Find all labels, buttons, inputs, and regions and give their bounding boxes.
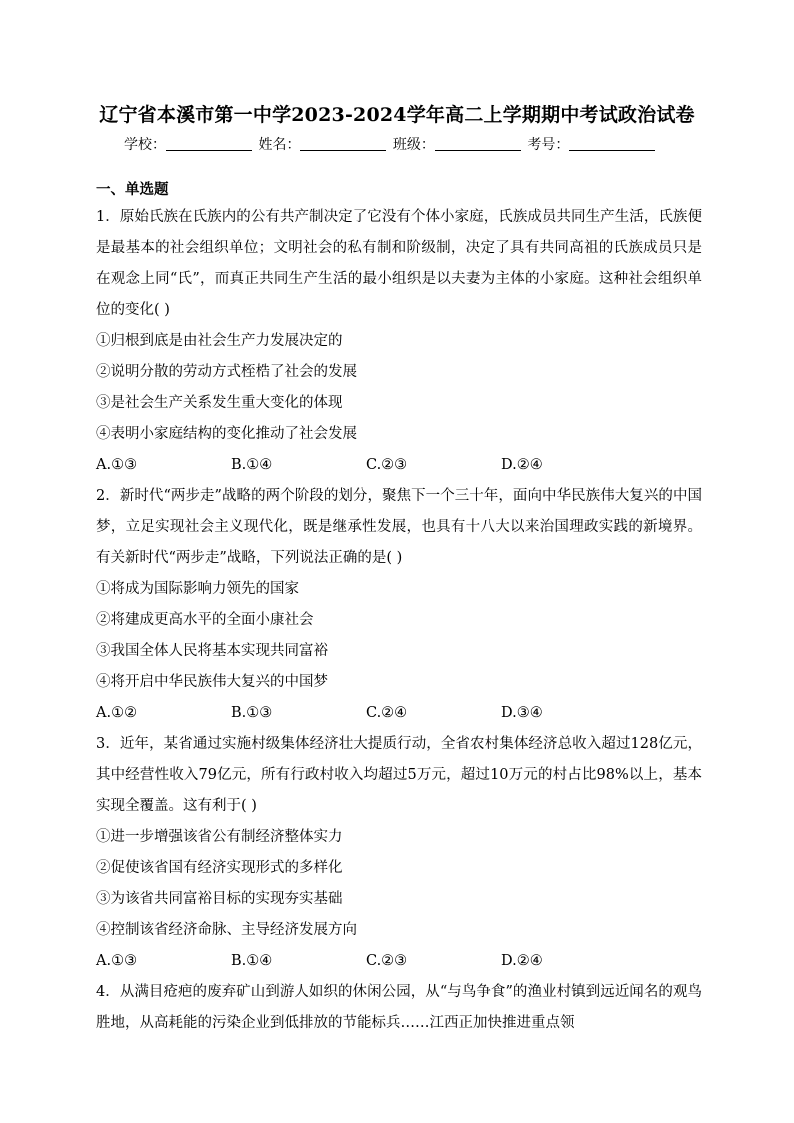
class-blank[interactable] — [435, 136, 521, 151]
question-4 — [96, 977, 702, 1039]
answer-choices — [96, 698, 702, 729]
statement-option: ①进一步增强该省公有制经济整体实力 — [96, 829, 343, 845]
choice-c[interactable]: C.②③ — [366, 953, 408, 969]
question-stem: 1．原始氏族在氏族内的公有共产制决定了它没有个体小家庭，氏族成员共同生产生活，氏族便是最基本的社会组织单位；文明社会的私有制和阶级制，决定了具有共同高祖的氏族成员只是在观念上同“氏”，而真正共同生产生活的最小组织是以夫妻为主体的小家庭。这种社会组织单位的变化( ) — [96, 209, 702, 318]
school-label: 学校： — [124, 137, 166, 153]
statement-option: ④将开启中华民族伟大复兴的中国梦 — [96, 674, 328, 690]
answer-choices — [96, 946, 702, 977]
exam-title: 辽宁省本溪市第一中学2023-2024学年高二上学期期中考试政治试卷 — [99, 104, 695, 126]
statement-option: ①将成为国际影响力领先的国家 — [96, 581, 299, 597]
statement-option: ③是社会生产关系发生重大变化的体现 — [96, 395, 343, 411]
section-title: 一、单选题 — [96, 181, 169, 198]
question-1 — [96, 202, 702, 481]
number-blank[interactable] — [569, 136, 655, 151]
number-label: 考号： — [527, 137, 570, 153]
choice-c[interactable]: C.②③ — [366, 457, 408, 473]
question-stem: 2．新时代“两步走”战略的两个阶段的划分，聚焦下一个三十年，面向中华民族伟大复兴的中国梦，立足实现社会主义现代化，既是继承性发展，也具有十八大以来治国理政实践的新境界。有关新时代“两步走”战略，下列说法正确的是( ) — [96, 488, 702, 566]
statement-option: ②将建成更高水平的全面小康社会 — [96, 612, 314, 628]
choice-b[interactable]: B.①④ — [231, 953, 273, 969]
statement-option: ①归根到底是由社会生产力发展决定的 — [96, 333, 343, 349]
choice-b[interactable]: B.①③ — [231, 705, 273, 721]
school-blank[interactable] — [166, 136, 252, 151]
statement-option: ③我国全体人民将基本实现共同富裕 — [96, 643, 328, 659]
choice-d[interactable]: D.②④ — [501, 953, 543, 969]
statement-option: ④控制该省经济命脉、主导经济发展方向 — [96, 922, 357, 938]
question-3 — [96, 729, 702, 977]
statement-option: ②促使该省国有经济实现形式的多样化 — [96, 860, 343, 876]
choice-a[interactable]: A.①② — [96, 705, 138, 721]
name-label: 姓名： — [258, 137, 301, 153]
choice-a[interactable]: A.①③ — [96, 457, 138, 473]
choice-d[interactable]: D.③④ — [501, 705, 543, 721]
choice-c[interactable]: C.②④ — [366, 705, 408, 721]
statement-option: ④表明小家庭结构的变化推动了社会发展 — [96, 426, 357, 442]
question-stem: 3．近年，某省通过实施村级集体经济壮大提质行动，全省农村集体经济总收入超过128亿元，其中经营性收入79亿元，所有行政村收入均超过5万元，超过10万元的村占比98%以上，基本实现全覆盖。这有利于( ) — [96, 736, 702, 814]
questions — [96, 202, 702, 1039]
class-label: 班级： — [392, 137, 435, 153]
question-2 — [96, 481, 702, 729]
answer-choices — [96, 450, 702, 481]
statement-option: ③为该省共同富裕目标的实现夯实基础 — [96, 891, 343, 907]
choice-a[interactable]: A.①③ — [96, 953, 138, 969]
student-info-row — [124, 134, 684, 156]
statement-option: ②说明分散的劳动方式桎梏了社会的发展 — [96, 364, 357, 380]
choice-b[interactable]: B.①④ — [231, 457, 273, 473]
question-stem: 4．从满目疮疤的废弃矿山到游人如织的休闲公园，从“与鸟争食”的渔业村镇到远近闻名的观鸟胜地，从高耗能的污染企业到低排放的节能标兵……江西正加快推进重点领 — [96, 984, 702, 1031]
choice-d[interactable]: D.②④ — [501, 457, 543, 473]
name-blank[interactable] — [300, 136, 386, 151]
